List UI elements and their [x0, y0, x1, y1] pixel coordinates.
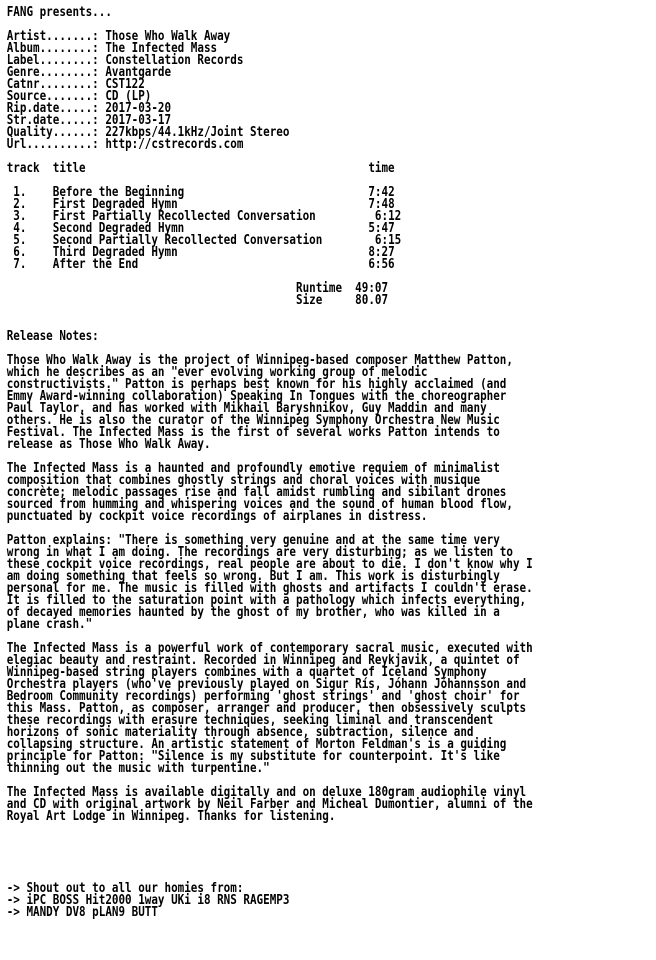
str-date-value: 2017-03-17 — [105, 113, 172, 128]
track-time: 5:47 — [368, 221, 395, 236]
runtime-label: Runtime — [295, 281, 356, 296]
size-label: Size — [295, 293, 356, 308]
rip-date-label: Rip.date.....: — [6, 101, 106, 116]
genre-label: Genre........: — [6, 65, 106, 80]
track-number: 2. — [13, 197, 27, 212]
track-number: 1. — [13, 185, 27, 200]
rip-date-value: 2017-03-20 — [105, 101, 172, 116]
album-label: Album........: — [6, 41, 106, 56]
track-title: Second Degraded Hymn — [52, 221, 185, 236]
track-time: 8:27 — [368, 245, 395, 260]
record-label-label: Label........: — [6, 53, 106, 68]
release-notes-title: Release Notes: — [6, 329, 99, 344]
release-notes-paragraph: The Infected Mass is a powerful work of contemporary sacral music, executed with elegiac beauty and restraint. Recorded in Winnipeg and Reykjavik, a quintet of Winnipeg-based string players combines with a quartet of Iceland Symphony Orchestra players (who've previously played on Sigur Rís, Jóhann Jóhannsson and Bedroom Community recordings) performing 'ghost strings' and 'ghost choir' for this Mass. Patton, as composer, arranger and producer, then obsessively sculpts these recordings with erasure techniques, seeking liminal and transcendent horizons of sonic materiality through absence, subtraction, silence and collapsing structure. An artistic statement of Morton Feldman's is a guiding principle for Patton: "Silence is my substitute for counterpoint. It's like thinning out the music with turpentine." — [6, 641, 533, 776]
quality-label: Quality......: — [6, 125, 106, 140]
runtime-value: 49:07 — [355, 281, 389, 296]
release-notes-paragraph: The Infected Mass is available digitally and on deluxe 180gram audiophile vinyl and CD with original artwork by Neil Farber and Micheal Dumontier, alumni of the Royal Art Lodge in Winnipeg. Thanks for listening. — [6, 785, 533, 824]
catnr-value: CST122 — [105, 77, 145, 92]
str-date-label: Str.date.....: — [6, 113, 106, 128]
release-notes-paragraph: Those Who Walk Away is the project of Winnipeg-based composer Matthew Patton, which he describes as an "ever evolving working group of melodic constructivists." Patton is perhaps best known for his highly acclaimed (and Emmy Award-winning collaboration) Speaking In Tongues with the choreographer Paul Taylor, and has worked with Mikhail Baryshnikov, Guy Maddin and many others. He is also the curator of the Winnipeg Symphony Orchestra New Music Festival. The Infected Mass is the first of several works Patton intends to release as Those Who Walk Away. — [6, 353, 513, 452]
shoutout-line: -> MANDY DV8 pLAN9 BUTT — [6, 905, 158, 920]
record-label-value: Constellation Records — [105, 53, 244, 68]
url-value: http://cstrecords.com — [105, 137, 244, 152]
track-time: 6:56 — [368, 257, 395, 272]
source-label: Source.......: — [6, 89, 106, 104]
track-number: 4. — [13, 221, 27, 236]
size-value: 80.07 — [355, 293, 389, 308]
tracklist-header-time: time — [368, 161, 395, 176]
tracklist-header-title: title — [52, 161, 86, 176]
catnr-label: Catnr........: — [6, 77, 106, 92]
track-title: First Partially Recollected Conversation — [52, 209, 316, 224]
album-value: The Infected Mass — [105, 41, 218, 56]
source-value: CD (LP) — [105, 89, 152, 104]
track-time: 7:42 — [368, 185, 395, 200]
artist-label: Artist.......: — [6, 29, 106, 44]
track-title: After the End — [52, 257, 139, 272]
track-number: 3. — [13, 209, 27, 224]
track-number: 5. — [13, 233, 27, 248]
artist-value: Those Who Walk Away — [105, 29, 231, 44]
track-time: 6:12 — [374, 209, 402, 224]
url-label: Url..........: — [6, 137, 106, 152]
track-time: 7:48 — [368, 197, 395, 212]
shoutout-line: -> Shout out to all our homies from: — [6, 881, 244, 896]
track-number: 7. — [13, 257, 27, 272]
release-group-header: FANG presents... — [6, 5, 112, 20]
track-time: 6:15 — [374, 233, 402, 248]
release-notes-paragraph: Patton explains: "There is something very genuine and at the same time very wrong in what I am doing. The recordings are very disturbing; as we listen to these cockpit voice recordings, real people are about to die. I don't know why I am doing something that feels so wrong. But I am. This work is disturbingly personal for me. The music is filled with ghosts and artifacts I couldn't erase. It is filled to the saturation point with a pathology which infects everything, of decayed memories haunted by the ghost of my brother, who was killed in a plane crash." — [6, 533, 533, 632]
track-title: Third Degraded Hymn — [52, 245, 178, 260]
track-number: 6. — [13, 245, 27, 260]
quality-value: 227kbps/44.1kHz/Joint Stereo — [105, 125, 290, 140]
track-title: First Degraded Hymn — [52, 197, 178, 212]
track-title: Before the Beginning — [52, 185, 185, 200]
tracklist-header-track: track — [6, 161, 40, 176]
track-title: Second Partially Recollected Conversation — [52, 233, 323, 248]
release-notes-paragraph: The Infected Mass is a haunted and profoundly emotive requiem of minimalist composition that combines ghostly strings and choral voices with musique concrète; melodic passages rise and fall amidst rumbling and sibilant drones sourced from humming and whispering voices and the sound of human blood flow, punctuated by cockpit voice recordings of airplanes in distress. — [6, 461, 513, 524]
shoutout-line: -> iPC BOSS Hit2000 1way UKi i8 RNS RAGEMP3 — [6, 893, 290, 908]
genre-value: Avantgarde — [105, 65, 172, 80]
